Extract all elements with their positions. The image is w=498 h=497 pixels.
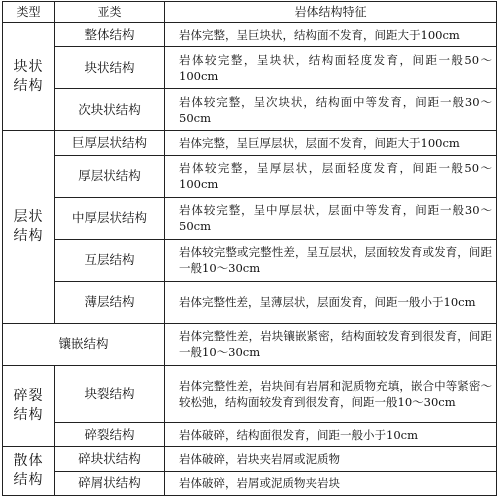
table-row bbox=[3, 281, 497, 323]
type-label: 碎裂 bbox=[13, 387, 44, 404]
subtype-cell: 碎裂结构 bbox=[55, 422, 165, 446]
type-cell-cataclastic bbox=[3, 365, 55, 447]
rock-structure-table bbox=[2, 1, 497, 496]
feature-cell: 岩体完整，呈巨厚层状，层面不发育，间距大于100cm bbox=[165, 131, 497, 155]
subtype-cell: 块裂结构 bbox=[55, 365, 165, 422]
table-row bbox=[3, 23, 497, 47]
header-feature: 岩体结构特征 bbox=[165, 2, 497, 23]
type-cell-layered bbox=[3, 131, 55, 323]
feature-cell: 岩体较完整，呈块状，结构面轻度发育，间距一般50～100cm bbox=[165, 47, 497, 89]
table-row bbox=[3, 323, 497, 365]
subtype-cell: 块状结构 bbox=[55, 47, 165, 89]
feature-cell: 岩体较完整或完整性差，呈互层状，层面较发育或发育，间距一般10～30cm bbox=[165, 239, 497, 281]
feature-cell: 岩体破碎，结构面很发育，间距一般小于10cm bbox=[165, 422, 497, 446]
table-row bbox=[3, 131, 497, 155]
rock-structure-table-container bbox=[2, 1, 496, 496]
type-label: 结构 bbox=[13, 406, 44, 423]
subtype-cell: 巨厚层状结构 bbox=[55, 131, 165, 155]
feature-cell: 岩体完整性差，岩块间有岩屑和泥质物充填，嵌合中等紧密～较松弛，结构面较发育到很发育，间距一般10～30cm bbox=[165, 365, 497, 422]
header-type: 类型 bbox=[3, 2, 55, 23]
feature-cell: 岩体破碎，岩屑或泥质物夹岩块 bbox=[165, 471, 497, 495]
subtype-cell: 碎屑状结构 bbox=[55, 471, 165, 495]
subtype-cell: 中厚层状结构 bbox=[55, 197, 165, 239]
feature-cell: 岩体较完整，呈厚层状，层面轻度发育，间距一般50～100cm bbox=[165, 155, 497, 197]
table-row bbox=[3, 471, 497, 495]
subtype-cell: 厚层状结构 bbox=[55, 155, 165, 197]
table-row bbox=[3, 447, 497, 471]
feature-cell: 岩体完整性差，岩块镶嵌紧密，结构面较发育到很发育，间距一般10～30cm bbox=[165, 323, 497, 365]
header-row bbox=[3, 2, 497, 23]
table-row bbox=[3, 422, 497, 446]
subtype-cell: 次块状结构 bbox=[55, 89, 165, 131]
subtype-cell: 整体结构 bbox=[55, 23, 165, 47]
table-row bbox=[3, 365, 497, 422]
type-label: 结构 bbox=[13, 77, 44, 94]
type-cell-blocky bbox=[3, 23, 55, 131]
type-label: 块状 bbox=[13, 58, 44, 75]
table-row bbox=[3, 89, 497, 131]
subtype-cell: 碎块状结构 bbox=[55, 447, 165, 471]
feature-cell: 岩体完整性差，呈薄层状，层面发育，间距一般小于10cm bbox=[165, 281, 497, 323]
mosaic-label-cell: 镶嵌结构 bbox=[3, 323, 165, 365]
table-row bbox=[3, 155, 497, 197]
feature-cell: 岩体完整，呈巨块状，结构面不发育，间距大于100cm bbox=[165, 23, 497, 47]
type-label: 散体 bbox=[13, 453, 44, 470]
type-label: 层状 bbox=[13, 208, 44, 225]
feature-cell: 岩体较完整，呈次块状，结构面中等发育，间距一般30～50cm bbox=[165, 89, 497, 131]
subtype-cell: 薄层结构 bbox=[55, 281, 165, 323]
table-row bbox=[3, 239, 497, 281]
feature-cell: 岩体破碎，岩块夹岩屑或泥质物 bbox=[165, 447, 497, 471]
type-label: 结构 bbox=[13, 227, 44, 244]
table-row bbox=[3, 47, 497, 89]
table-row bbox=[3, 197, 497, 239]
header-subtype: 亚类 bbox=[55, 2, 165, 23]
type-label: 结构 bbox=[13, 472, 44, 489]
feature-cell: 岩体较完整，呈中厚层状，层面中等发育，间距一般30～50cm bbox=[165, 197, 497, 239]
type-cell-loose bbox=[3, 447, 55, 496]
subtype-cell: 互层结构 bbox=[55, 239, 165, 281]
